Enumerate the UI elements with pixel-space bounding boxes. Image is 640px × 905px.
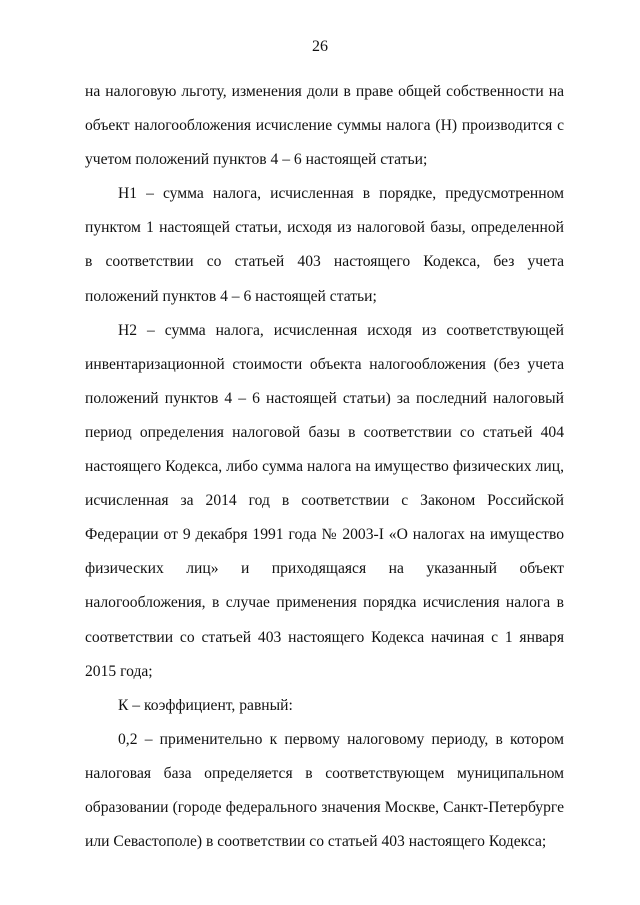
- page-number: 26: [312, 38, 328, 55]
- paragraph-h1-definition: Н1 – сумма налога, исчисленная в порядке, предусмотренном пунктом 1 настоящей статьи, исходя из налоговой базы, определенной в соответствии со статьей 403 настоящего Кодекса, без учета положений пунктов 4 – 6 настоящей статьи;: [85, 185, 564, 305]
- paragraph-coefficient-0-2: 0,2 – применительно к первому налоговому периоду, в котором налоговая база определяется в соответствующем муниципальном образовании (городе федерального значения Москве, Санкт-Петербурге или Севастополе) в соответствии со статьей 403 настоящего Кодекса;: [85, 730, 564, 851]
- paragraph-k-definition: К – коэффициент, равный:: [118, 696, 293, 714]
- paragraph-h2-definition: Н2 – сумма налога, исчисленная исходя из соответствующей инвентаризационной стоимости объекта налогообложения (без учета положений пунктов 4 – 6 настоящей статьи) за последний налоговый период определения налоговой базы в соответствии со статьей 404 настоящего Кодекса, либо сумма налога на имущество физических лиц, исчисленная за 2014 год в соответствии с Законом Российской Федерации от 9 декабря 1991 года № 2003-I «О налогах на имущество физических лиц» и приходящаяся на указанный объект налогообложения, в случае применения порядка исчисления налога в соответствии со статьей 403 настоящего Кодекса начиная с 1 января 2015 года;: [85, 321, 564, 680]
- document-body: [85, 75, 564, 859]
- paragraph-continuation: на налоговую льготу, изменения доли в праве общей собственности на объект налогообложения исчисление суммы налога (Н) производится с учетом положений пунктов 4 – 6 настоящей статьи;: [85, 83, 564, 169]
